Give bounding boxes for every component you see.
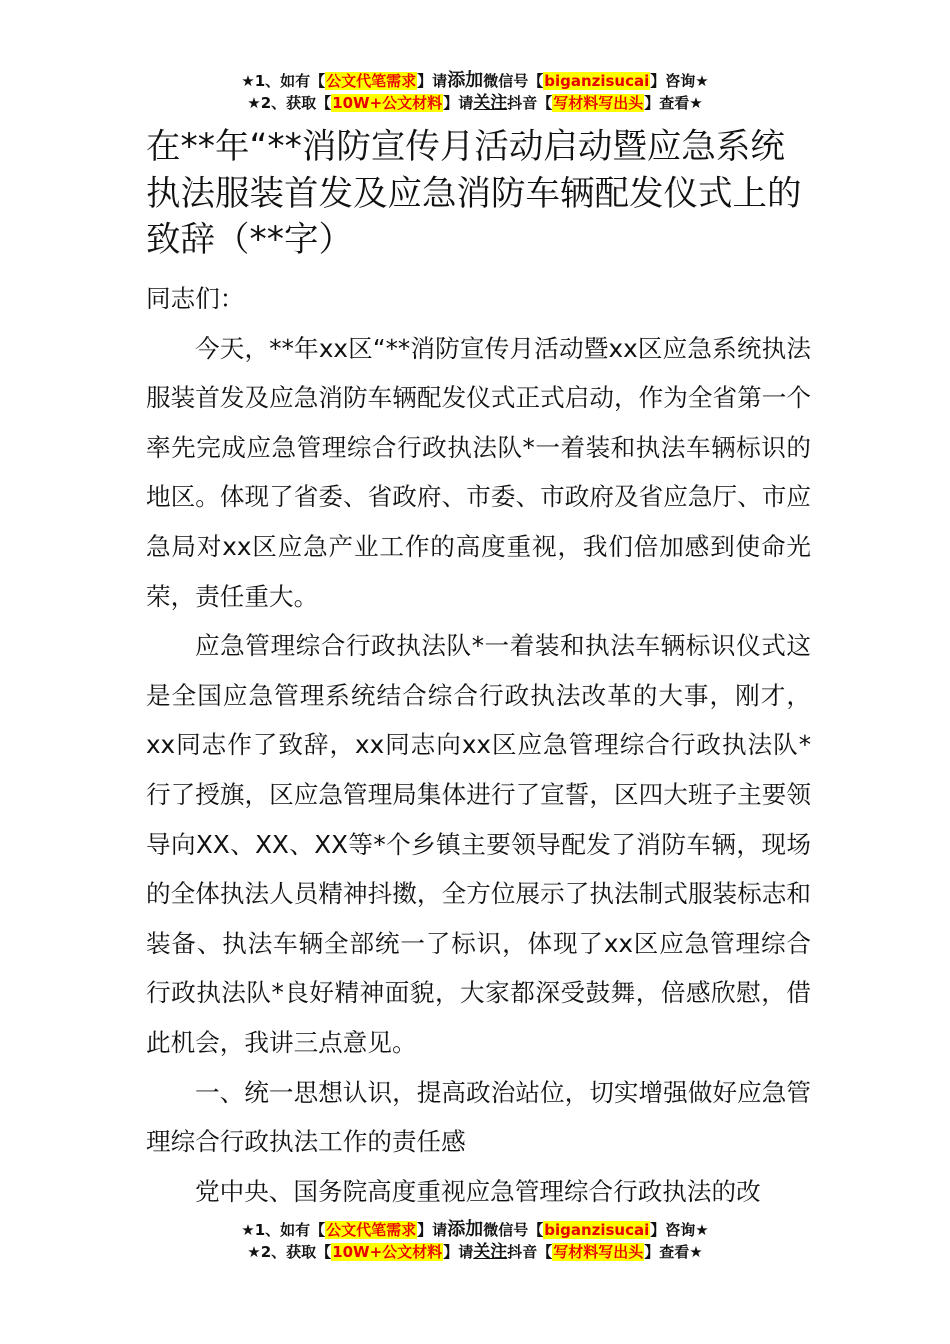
star-icon: ★ [247, 94, 261, 112]
promo-text: 2、获取【 [260, 94, 332, 112]
promo-text: 1、如有【 [254, 72, 326, 90]
paragraph: 党中央、国务院高度重视应急管理综合行政执法的改 [195, 1176, 761, 1206]
promo-text: 抖音【 [507, 94, 553, 112]
star-icon: ★ [241, 1221, 255, 1239]
promo-text-emphasis: 关注 [473, 93, 508, 113]
promo-footer [0, 1219, 950, 1263]
promo-highlight-wechat-id: biganzisucai [544, 72, 650, 90]
promo-highlight-materials: 10W+公文材料 [332, 94, 443, 112]
promo-highlight-douyin: 写材料写出头 [553, 94, 644, 112]
salutation: 同志们： [146, 284, 245, 313]
star-icon: ★ [689, 94, 703, 112]
promo-text: 抖音【 [507, 1243, 553, 1261]
star-icon: ★ [695, 72, 709, 90]
promo-text-emphasis: 添加 [447, 1219, 484, 1240]
paragraph: 应急管理综合行政执法队*一着装和执法车辆标识仪式这是全国应急管理系统结合综合行政执法改革的大事，刚才，xx同志作了致辞，xx同志向xx区应急管理综合行政执法队*行了授旗，区应急管理局集体进行了宣誓，区四大班子主要领导向XX、XX、XX等*个乡镇主要领导配发了消防车辆，现场的全体执法人员精神抖擞，全方位展示了执法制式服装标志和装备、执法车辆全部统一了标识，体现了xx区应急管理综合行政执法队*良好精神面貌，大家都深受鼓舞，倍感欣慰，借此机会，我讲三点意见。 [146, 631, 811, 1057]
paragraph: 今天，**年xx区“**消防宣传月活动暨xx区应急系统执法服装首发及应急消防车辆配发仪式正式启动，作为全省第一个率先完成应急管理综合行政执法队*一着装和执法车辆标识的地区。体现了省委、省政府、市委、市政府及省应急厅、市应急局对xx区应急产业工作的高度重视，我们倍加感到使命光荣，责任重大。 [146, 333, 811, 611]
promo-text: 】请 [443, 94, 474, 112]
promo-text: 】咨询 [650, 1221, 696, 1239]
star-icon: ★ [689, 1243, 703, 1261]
promo-highlight-wechat-id: biganzisucai [544, 1221, 650, 1239]
document-title: 在**年“**消防宣传月活动启动暨应急系统执法服装首发及应急消防车辆配发仪式上的致辞（**字） [146, 127, 802, 260]
promo-text: 微信号【 [483, 1221, 544, 1239]
promo-text: 】请 [417, 1221, 448, 1239]
promo-text: 】查看 [644, 94, 690, 112]
promo-text: 微信号【 [483, 72, 544, 90]
promo-text-emphasis: 关注 [473, 1242, 508, 1262]
promo-line-2 [0, 1241, 950, 1263]
promo-text: 】咨询 [650, 72, 696, 90]
promo-text: 】请 [443, 1243, 474, 1261]
star-icon: ★ [247, 1243, 261, 1261]
section-heading: 一、统一思想认识，提高政治站位，切实增强做好应急管理综合行政执法工作的责任感 [146, 1077, 811, 1157]
star-icon: ★ [241, 72, 255, 90]
promo-text: 2、获取【 [260, 1243, 332, 1261]
promo-line-2 [0, 92, 950, 114]
star-icon: ★ [695, 1221, 709, 1239]
promo-line-1 [0, 1219, 950, 1241]
promo-text: 】查看 [644, 1243, 690, 1261]
promo-line-1 [0, 70, 950, 92]
promo-highlight-materials: 10W+公文材料 [332, 1243, 443, 1261]
promo-header [0, 70, 950, 114]
promo-text-emphasis: 添加 [447, 70, 484, 91]
document-body [146, 274, 811, 1216]
promo-highlight-douyin: 写材料写出头 [553, 1243, 644, 1261]
promo-highlight-service: 公文代笔需求 [326, 72, 417, 90]
promo-highlight-service: 公文代笔需求 [326, 1221, 417, 1239]
promo-text: 1、如有【 [254, 1221, 326, 1239]
promo-text: 】请 [417, 72, 448, 90]
